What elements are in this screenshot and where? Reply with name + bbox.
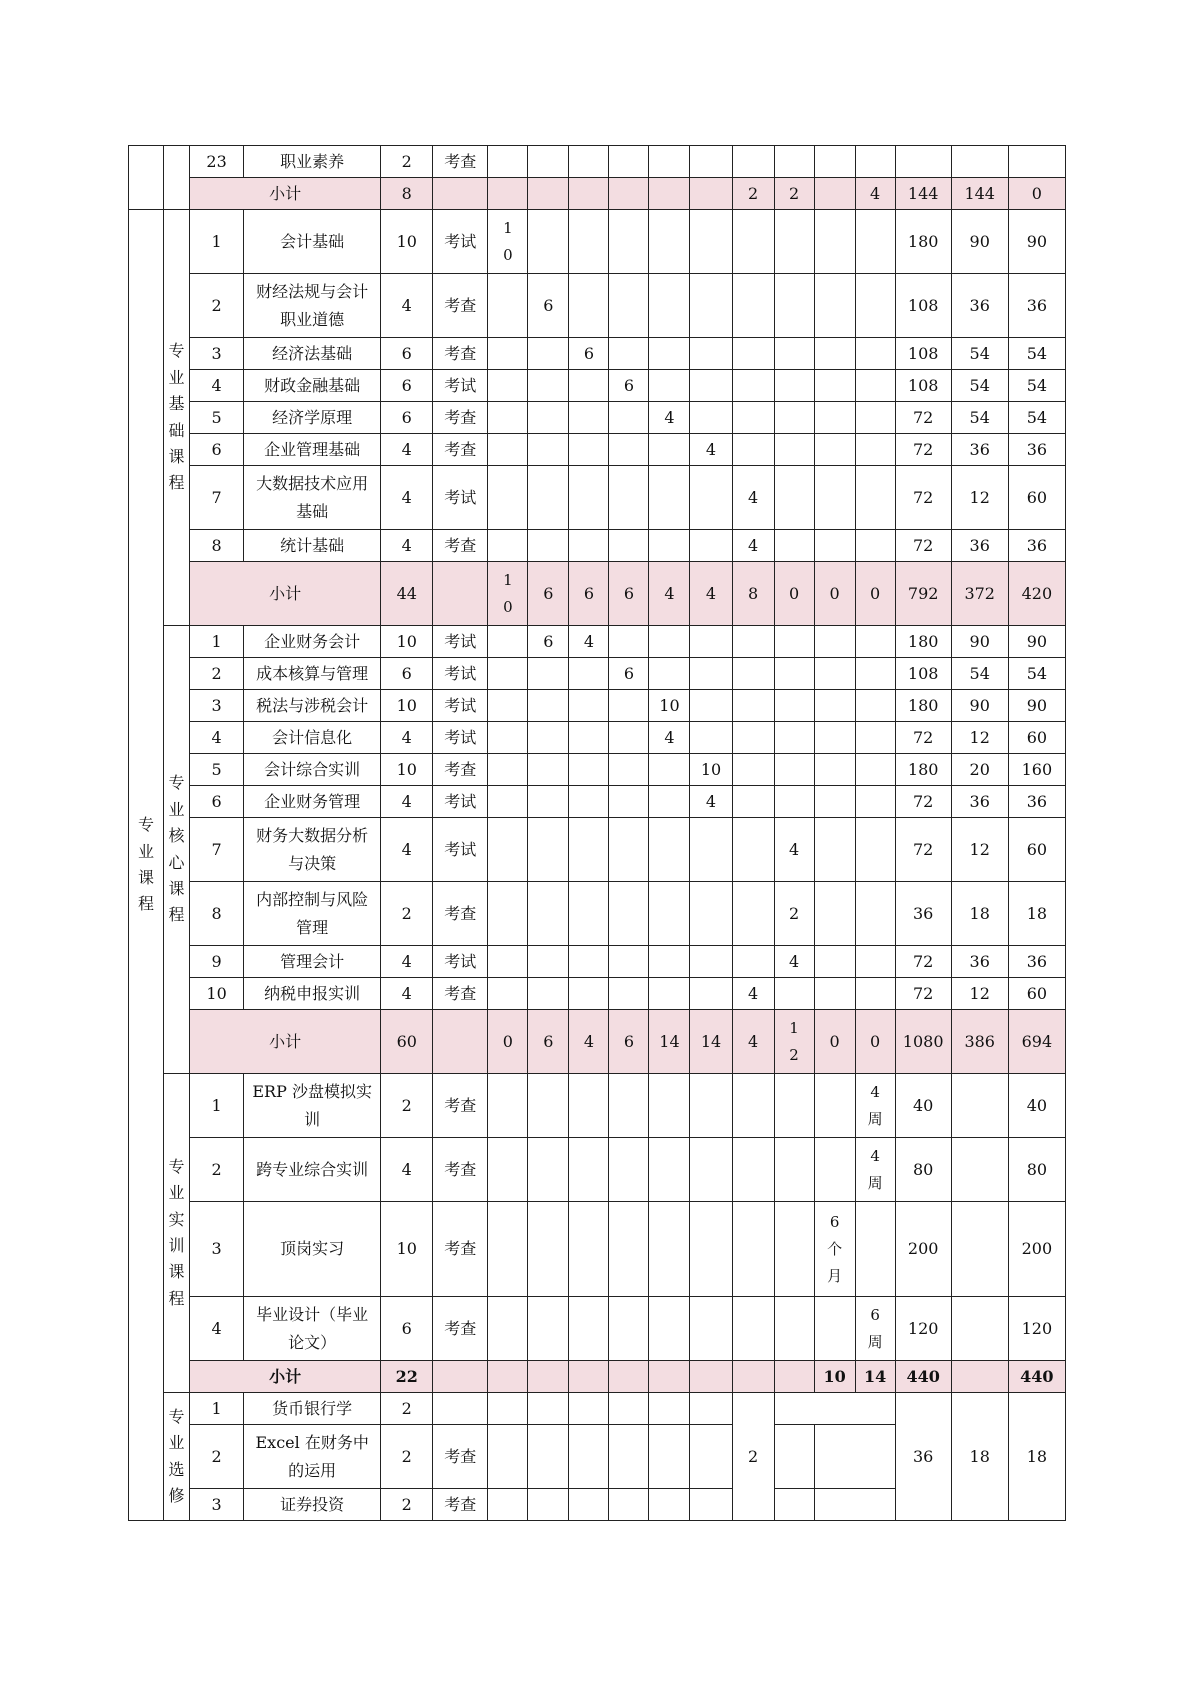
table-row [129, 530, 1066, 562]
term-hours: 1 0 [488, 210, 528, 274]
subtotal-term: 0 [855, 562, 895, 626]
category-major: 专 业 课 程 [129, 210, 164, 1521]
curriculum-table [128, 145, 1066, 1521]
course-credit: 6 [381, 658, 433, 690]
course-assess: 考查 [433, 530, 488, 562]
course-name: 顶岗实习 [244, 1202, 381, 1297]
theory-hours: 54 [951, 658, 1008, 690]
total-hours: 72 [895, 786, 951, 818]
practice-hours: 18 [1008, 882, 1065, 946]
subtotal-term: 0 [814, 1010, 855, 1074]
subtotal-term: 4 [569, 1010, 609, 1074]
practice-hours: 60 [1008, 466, 1065, 530]
subtotal-term: 0 [814, 562, 855, 626]
table-row [129, 402, 1066, 434]
course-credit: 10 [381, 754, 433, 786]
table-row [129, 274, 1066, 338]
table-row [129, 146, 1066, 178]
practice-hours: 54 [1008, 370, 1065, 402]
term-hours: 4 周 [855, 1074, 895, 1138]
practice-hours: 60 [1008, 978, 1065, 1010]
course-credit: 4 [381, 818, 433, 882]
subtotal-theory [951, 1361, 1008, 1393]
total-hours: 40 [895, 1074, 951, 1138]
course-credit: 4 [381, 274, 433, 338]
subtotal-practice: 694 [1008, 1010, 1065, 1074]
total-hours: 36 [895, 882, 951, 946]
course-no: 3 [190, 338, 244, 370]
course-credit: 6 [381, 370, 433, 402]
course-no: 2 [190, 658, 244, 690]
course-name: 证券投资 [244, 1489, 381, 1521]
course-assess: 考查 [433, 1297, 488, 1361]
group-core: 专 业 核 心 课 程 [164, 626, 190, 1074]
course-no: 1 [190, 1074, 244, 1138]
course-no: 10 [190, 978, 244, 1010]
course-no: 2 [190, 1425, 244, 1489]
theory-hours: 54 [951, 370, 1008, 402]
term-hours: 4 [774, 818, 814, 882]
practice-hours: 36 [1008, 530, 1065, 562]
total-hours: 72 [895, 722, 951, 754]
course-assess [433, 1393, 488, 1425]
course-assess: 考试 [433, 210, 488, 274]
course-name: 大数据技术应用 基础 [244, 466, 381, 530]
theory-hours: 90 [951, 690, 1008, 722]
course-no: 2 [190, 274, 244, 338]
term-hours: 4 [649, 722, 690, 754]
total-hours: 80 [895, 1138, 951, 1202]
course-credit: 4 [381, 1138, 433, 1202]
total-hours: 108 [895, 658, 951, 690]
practice-hours: 54 [1008, 658, 1065, 690]
subtotal-t10: 4 [855, 178, 895, 210]
course-credit: 6 [381, 338, 433, 370]
course-no: 7 [190, 818, 244, 882]
theory-hours: 36 [951, 786, 1008, 818]
subtotal-practice: 420 [1008, 562, 1065, 626]
table-row [129, 370, 1066, 402]
course-credit: 2 [381, 1425, 433, 1489]
course-assess: 考查 [433, 754, 488, 786]
course-assess: 考查 [433, 1425, 488, 1489]
total-hours: 72 [895, 466, 951, 530]
course-no: 5 [190, 402, 244, 434]
course-no: 6 [190, 434, 244, 466]
course-name: 货币银行学 [244, 1393, 381, 1425]
subtotal-label: 小计 [190, 178, 381, 210]
table-row [129, 786, 1066, 818]
term-hours: 6 [528, 274, 569, 338]
course-credit: 10 [381, 690, 433, 722]
table-row [129, 1393, 1066, 1425]
subtotal-term: 6 [609, 1010, 649, 1074]
course-name: 会计信息化 [244, 722, 381, 754]
table-row [129, 946, 1066, 978]
term-hours: 4 [569, 626, 609, 658]
practice-hours: 36 [1008, 946, 1065, 978]
course-assess: 考试 [433, 818, 488, 882]
term-hours: 10 [649, 690, 690, 722]
course-name: 内部控制与风险 管理 [244, 882, 381, 946]
table-row [129, 978, 1066, 1010]
total-hours: 180 [895, 754, 951, 786]
term-hours: 4 [690, 786, 732, 818]
course-credit: 10 [381, 626, 433, 658]
total-hours: 72 [895, 434, 951, 466]
course-name: 经济法基础 [244, 338, 381, 370]
practice-hours: 18 [1008, 1393, 1065, 1521]
course-no: 2 [190, 1138, 244, 1202]
course-credit: 6 [381, 1297, 433, 1361]
theory-hours: 18 [951, 882, 1008, 946]
total-hours: 36 [895, 1393, 951, 1521]
term-hours: 4 [732, 530, 774, 562]
table-row [129, 722, 1066, 754]
practice-hours: 200 [1008, 1202, 1065, 1297]
course-assess: 考查 [433, 338, 488, 370]
subtotal-credit: 60 [381, 1010, 433, 1074]
course-name: 财经法规与会计 职业道德 [244, 274, 381, 338]
total-hours: 180 [895, 690, 951, 722]
course-name: 财政金融基础 [244, 370, 381, 402]
course-credit: 4 [381, 530, 433, 562]
term-hours: 10 [690, 754, 732, 786]
course-credit: 2 [381, 1074, 433, 1138]
total-hours: 180 [895, 210, 951, 274]
theory-hours: 90 [951, 210, 1008, 274]
course-assess: 考试 [433, 626, 488, 658]
course-assess: 考查 [433, 434, 488, 466]
course-assess: 考查 [433, 1202, 488, 1297]
table-row [129, 210, 1066, 274]
course-assess: 考试 [433, 658, 488, 690]
practice-hours: 54 [1008, 402, 1065, 434]
course-credit: 2 [381, 1489, 433, 1521]
course-assess: 考试 [433, 370, 488, 402]
subtotal-term: 6 [609, 562, 649, 626]
course-no: 3 [190, 1202, 244, 1297]
subtotal-credit: 8 [381, 178, 433, 210]
table-row [129, 434, 1066, 466]
subtotal-term: 14 [649, 1010, 690, 1074]
total-hours: 72 [895, 402, 951, 434]
course-assess: 考查 [433, 1138, 488, 1202]
practice-hours: 80 [1008, 1138, 1065, 1202]
course-name: 企业财务管理 [244, 786, 381, 818]
course-no: 1 [190, 626, 244, 658]
total-hours: 200 [895, 1202, 951, 1297]
course-credit: 4 [381, 722, 433, 754]
course-no: 5 [190, 754, 244, 786]
course-no: 9 [190, 946, 244, 978]
term-hours: 2 [732, 1393, 774, 1521]
term-hours: 4 [774, 946, 814, 978]
practice-hours: 54 [1008, 338, 1065, 370]
course-name: 管理会计 [244, 946, 381, 978]
term-hours: 6 个 月 [814, 1202, 855, 1297]
subtotal-total: 440 [895, 1361, 951, 1393]
theory-hours: 12 [951, 978, 1008, 1010]
total-hours: 108 [895, 338, 951, 370]
subtotal-term: 14 [690, 1010, 732, 1074]
course-credit: 4 [381, 434, 433, 466]
subtotal-row [129, 1361, 1066, 1393]
theory-hours: 12 [951, 466, 1008, 530]
course-no: 7 [190, 466, 244, 530]
course-assess: 考查 [433, 882, 488, 946]
course-credit: 2 [381, 146, 433, 178]
course-no: 8 [190, 530, 244, 562]
term-hours: 4 [649, 402, 690, 434]
theory-hours: 20 [951, 754, 1008, 786]
table-row [129, 882, 1066, 946]
subtotal-term: 6 [528, 562, 569, 626]
course-credit: 4 [381, 978, 433, 1010]
course-name: 税法与涉税会计 [244, 690, 381, 722]
course-assess: 考试 [433, 690, 488, 722]
course-name: 企业财务会计 [244, 626, 381, 658]
total-hours: 72 [895, 978, 951, 1010]
course-name: 毕业设计（毕业 论文） [244, 1297, 381, 1361]
practice-hours: 90 [1008, 626, 1065, 658]
practice-hours: 160 [1008, 754, 1065, 786]
subtotal-label: 小计 [190, 562, 381, 626]
subtotal-term: 10 [814, 1361, 855, 1393]
course-no: 4 [190, 370, 244, 402]
course-no: 23 [190, 146, 244, 178]
subtotal-term: 1 0 [488, 562, 528, 626]
course-name: 财务大数据分析 与决策 [244, 818, 381, 882]
theory-hours [951, 1074, 1008, 1138]
subtotal-total: 144 [895, 178, 951, 210]
theory-hours [951, 1297, 1008, 1361]
subtotal-term: 6 [569, 562, 609, 626]
total-hours: 72 [895, 530, 951, 562]
course-assess: 考查 [433, 978, 488, 1010]
term-hours: 6 周 [855, 1297, 895, 1361]
course-no: 1 [190, 1393, 244, 1425]
subtotal-t8: 2 [774, 178, 814, 210]
practice-hours: 60 [1008, 722, 1065, 754]
theory-hours: 90 [951, 626, 1008, 658]
practice-hours: 60 [1008, 818, 1065, 882]
practice-hours: 90 [1008, 210, 1065, 274]
term-hours: 4 周 [855, 1138, 895, 1202]
subtotal-practice: 0 [1008, 178, 1065, 210]
subtotal-term: 6 [528, 1010, 569, 1074]
course-no: 3 [190, 690, 244, 722]
term-hours: 4 [690, 434, 732, 466]
subtotal-theory: 386 [951, 1010, 1008, 1074]
course-assess: 考查 [433, 1489, 488, 1521]
total-hours: 180 [895, 626, 951, 658]
subtotal-credit: 44 [381, 562, 433, 626]
course-name: 经济学原理 [244, 402, 381, 434]
course-assess: 考查 [433, 146, 488, 178]
theory-hours: 36 [951, 274, 1008, 338]
table-row [129, 818, 1066, 882]
group-basic: 专 业 基 础 课 程 [164, 210, 190, 626]
subtotal-credit: 22 [381, 1361, 433, 1393]
course-credit: 6 [381, 402, 433, 434]
theory-hours: 18 [951, 1393, 1008, 1521]
subtotal-label: 小计 [190, 1010, 381, 1074]
term-hours: 6 [528, 626, 569, 658]
course-assess: 考试 [433, 946, 488, 978]
theory-hours [951, 1202, 1008, 1297]
total-hours: 72 [895, 946, 951, 978]
course-no: 3 [190, 1489, 244, 1521]
course-name: ERP 沙盘模拟实 训 [244, 1074, 381, 1138]
practice-hours: 90 [1008, 690, 1065, 722]
term-hours: 6 [569, 338, 609, 370]
course-credit: 4 [381, 786, 433, 818]
theory-hours [951, 1138, 1008, 1202]
course-no: 6 [190, 786, 244, 818]
theory-hours: 12 [951, 818, 1008, 882]
subtotal-row [129, 1010, 1066, 1074]
course-credit: 10 [381, 1202, 433, 1297]
course-assess: 考查 [433, 1074, 488, 1138]
course-name: 会计基础 [244, 210, 381, 274]
course-name: 会计综合实训 [244, 754, 381, 786]
course-no: 4 [190, 1297, 244, 1361]
course-no: 1 [190, 210, 244, 274]
subtotal-term: 14 [855, 1361, 895, 1393]
subtotal-term: 0 [488, 1010, 528, 1074]
table-row [129, 1074, 1066, 1138]
subtotal-term: 1 2 [774, 1010, 814, 1074]
theory-hours: 36 [951, 434, 1008, 466]
table-row [129, 626, 1066, 658]
course-name: 成本核算与管理 [244, 658, 381, 690]
table-row [129, 754, 1066, 786]
course-no: 4 [190, 722, 244, 754]
subtotal-term: 8 [732, 562, 774, 626]
course-credit: 2 [381, 882, 433, 946]
subtotal-total: 792 [895, 562, 951, 626]
course-assess: 考试 [433, 722, 488, 754]
course-assess: 考试 [433, 466, 488, 530]
course-name: 跨专业综合实训 [244, 1138, 381, 1202]
category-cell-prev [129, 146, 164, 210]
course-assess: 考试 [433, 786, 488, 818]
practice-hours: 36 [1008, 274, 1065, 338]
subtotal-term: 4 [732, 1010, 774, 1074]
group-elective: 专 业 选 修 [164, 1393, 190, 1521]
subtotal-term: 0 [774, 562, 814, 626]
subtotal-row [129, 562, 1066, 626]
course-name: 纳税申报实训 [244, 978, 381, 1010]
course-no: 8 [190, 882, 244, 946]
practice-hours: 36 [1008, 434, 1065, 466]
term-hours: 2 [774, 882, 814, 946]
total-hours: 108 [895, 370, 951, 402]
course-name: 职业素养 [244, 146, 381, 178]
subtotal-term: 4 [649, 562, 690, 626]
total-hours: 108 [895, 274, 951, 338]
theory-hours: 54 [951, 402, 1008, 434]
subtotal-total: 1080 [895, 1010, 951, 1074]
course-credit: 4 [381, 466, 433, 530]
term-hours: 4 [732, 466, 774, 530]
course-name: Excel 在财务中 的运用 [244, 1425, 381, 1489]
term-hours: 6 [609, 658, 649, 690]
course-credit: 10 [381, 210, 433, 274]
table-row [129, 466, 1066, 530]
table-row [129, 1202, 1066, 1297]
table-row [129, 1297, 1066, 1361]
total-hours: 72 [895, 818, 951, 882]
course-name: 企业管理基础 [244, 434, 381, 466]
course-credit: 2 [381, 1393, 433, 1425]
table-row [129, 658, 1066, 690]
practice-hours: 36 [1008, 786, 1065, 818]
course-assess: 考查 [433, 402, 488, 434]
practice-hours: 40 [1008, 1074, 1065, 1138]
subtotal-row [129, 178, 1066, 210]
subtotal-theory: 372 [951, 562, 1008, 626]
total-hours: 120 [895, 1297, 951, 1361]
subtotal-practice: 440 [1008, 1361, 1065, 1393]
theory-hours: 54 [951, 338, 1008, 370]
course-credit: 4 [381, 946, 433, 978]
subtotal-t7: 2 [732, 178, 774, 210]
subtotal-label: 小计 [190, 1361, 381, 1393]
course-name: 统计基础 [244, 530, 381, 562]
table-row [129, 1138, 1066, 1202]
table-row [129, 338, 1066, 370]
theory-hours: 36 [951, 946, 1008, 978]
subtotal-term: 4 [690, 562, 732, 626]
term-hours: 6 [609, 370, 649, 402]
subtotal-theory: 144 [951, 178, 1008, 210]
table-row [129, 690, 1066, 722]
theory-hours: 12 [951, 722, 1008, 754]
group-training: 专 业 实 训 课 程 [164, 1074, 190, 1393]
group-cell-prev [164, 146, 190, 210]
subtotal-term: 0 [855, 1010, 895, 1074]
practice-hours: 120 [1008, 1297, 1065, 1361]
theory-hours: 36 [951, 530, 1008, 562]
course-assess: 考查 [433, 274, 488, 338]
term-hours: 4 [732, 978, 774, 1010]
